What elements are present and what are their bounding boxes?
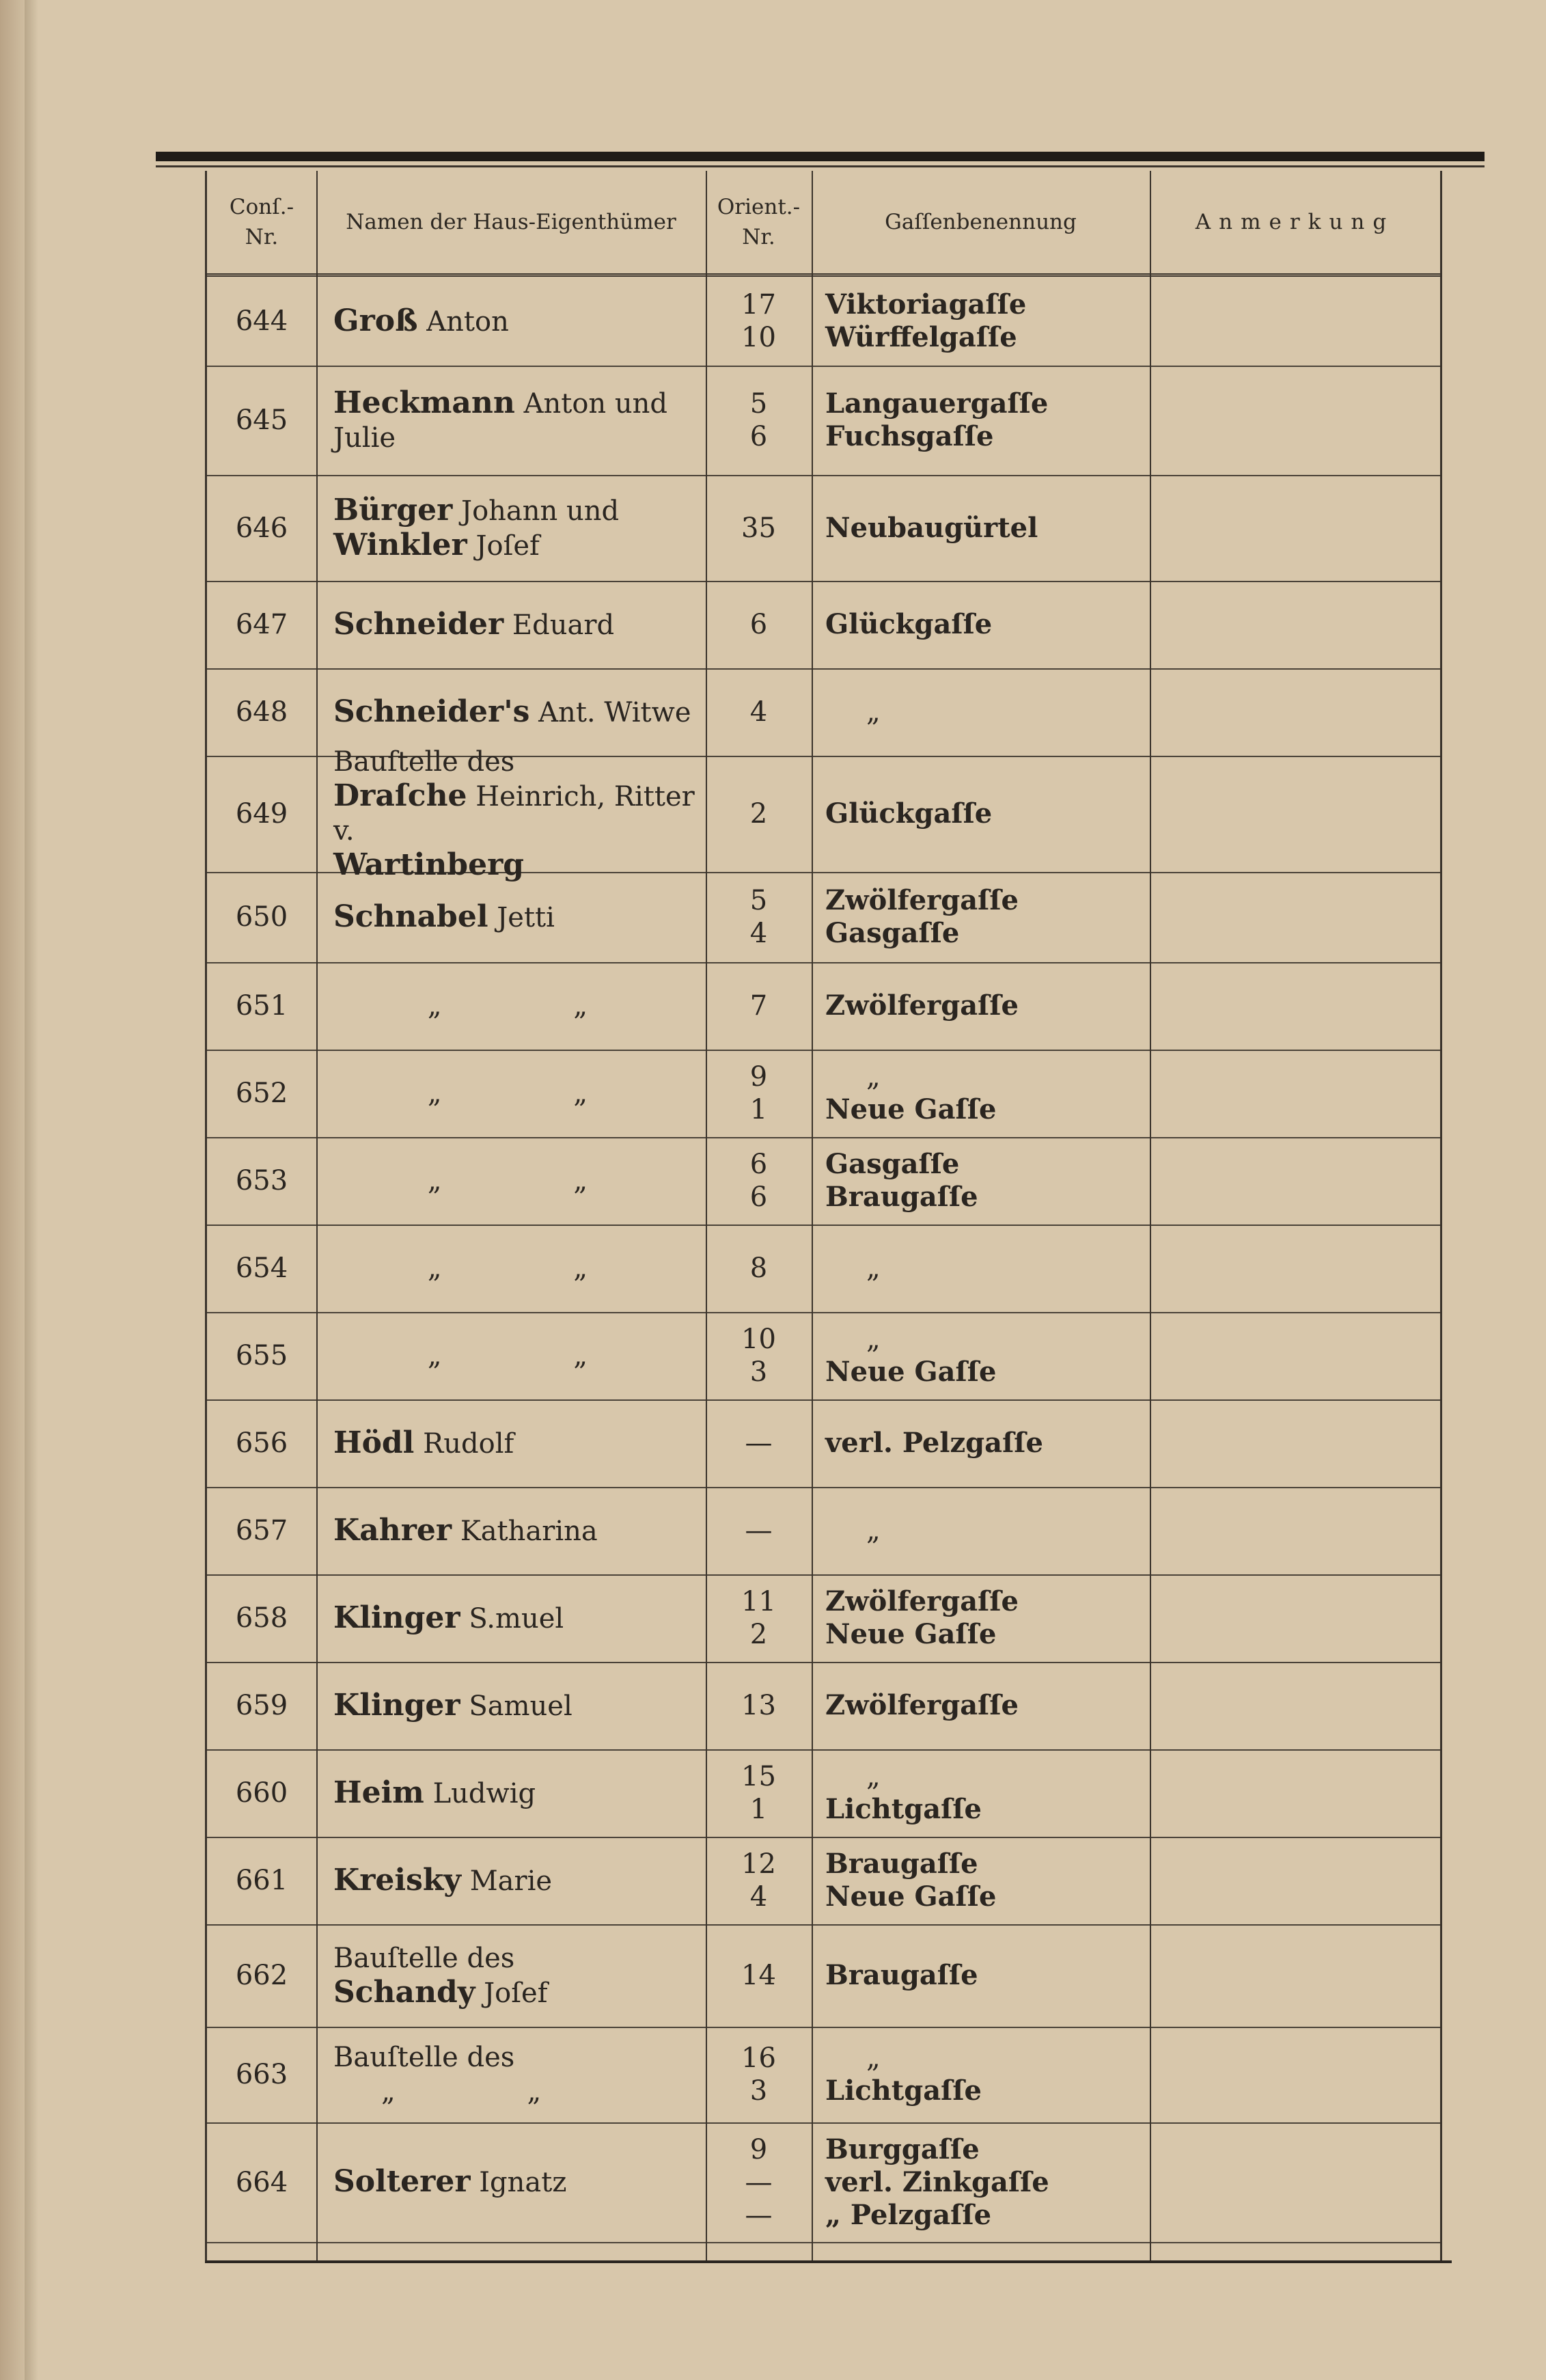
orientation-nr — [706, 1050, 812, 1137]
owner-surname: Heim — [333, 1775, 424, 1810]
owner-name — [333, 581, 695, 668]
conscription-nr: 654 — [235, 1253, 288, 1284]
column-divider — [1150, 171, 1151, 2260]
owner-name-line — [333, 1975, 548, 2010]
owner-given-name: Ignatz — [479, 2167, 567, 2198]
orientation-nr-value: 5 — [749, 885, 768, 916]
table-row — [207, 2027, 1440, 2124]
orientation-nr-value: 11 — [741, 1586, 776, 1617]
owner-given-name: Eduard — [512, 609, 615, 641]
conscription-nr: 659 — [235, 1690, 288, 1721]
street-name-value: „ — [866, 1324, 881, 1355]
conscription-nr: 650 — [235, 901, 288, 933]
street-name-value: „ — [866, 1061, 881, 1093]
owner-surname: Kreisky — [333, 1862, 461, 1898]
orientation-nr — [706, 1399, 812, 1487]
remark-cell — [1150, 1487, 1440, 1574]
table-row — [207, 1924, 1440, 2028]
conscription-nr: 658 — [235, 1602, 288, 1634]
owner-surname: Draſche — [333, 778, 467, 813]
orientation-nr-value: 10 — [741, 322, 776, 353]
header-owner-names — [316, 171, 706, 273]
conscription-nr: 649 — [235, 798, 288, 830]
street-name-value: „ Pelzgaſſe — [825, 2198, 992, 2231]
remark-cell — [1150, 668, 1440, 756]
street-name — [825, 1225, 1146, 1312]
orientation-nr-value: 2 — [749, 1619, 768, 1650]
owner-name — [333, 2027, 695, 2122]
owner-given-name: Heinrich, Ritter v. — [333, 781, 695, 847]
page-edge — [0, 0, 25, 2380]
orientation-nr — [706, 1312, 812, 1399]
conscription-nr: 662 — [235, 1960, 288, 1991]
owner-surname: Schneider's — [333, 694, 530, 729]
owner-given-name: Katharina — [460, 1515, 598, 1547]
orientation-nr-value: 3 — [749, 2075, 768, 2107]
street-name-value: Lichtgaſſe — [825, 1793, 982, 1825]
conscription-nr: 657 — [235, 1515, 288, 1546]
owner-surname: Klinger — [333, 1687, 460, 1723]
orientation-nr — [706, 1662, 812, 1749]
orientation-nr — [706, 668, 812, 756]
owner-given-name: Anton und — [523, 387, 668, 420]
table-row — [207, 1399, 1440, 1488]
owner-name-prefix: Bauſtelle des — [333, 1942, 515, 1974]
orientation-nr-value: 10 — [741, 1324, 776, 1355]
owner-name-line — [333, 1426, 514, 1461]
street-name-value: Braugaſſe — [825, 1181, 978, 1213]
remark-cell — [1150, 1050, 1440, 1137]
orientation-nr-value: 12 — [741, 1848, 776, 1880]
table-row — [207, 1312, 1440, 1401]
orientation-nr-value: 1 — [749, 1794, 768, 1825]
owner-given-name: Samuel — [469, 1690, 572, 1722]
orientation-nr — [706, 2027, 812, 2122]
conscription-nr: 644 — [235, 305, 288, 337]
street-name — [825, 1662, 1146, 1749]
owner-name-line — [333, 493, 619, 528]
street-name-value: Glückgaſſe — [825, 608, 993, 640]
header-orientation-nr — [706, 171, 812, 273]
owner-surname: Schneider — [333, 606, 504, 642]
table-row — [207, 1749, 1440, 1838]
street-name — [825, 1837, 1146, 1924]
street-name-value: Braugaſſe — [825, 1959, 978, 1991]
header-conscription-nr-label: Conſ.- Nr. — [229, 195, 294, 249]
orientation-nr-value: 35 — [741, 512, 776, 544]
owner-name-line-2 — [333, 528, 540, 563]
orientation-nr — [706, 1225, 812, 1312]
table-row — [207, 1837, 1440, 1926]
orientation-nr-value: — — [745, 1427, 773, 1459]
street-name-value: Langauergaſſe — [825, 387, 1049, 420]
owner-ditto-marks: „ „ — [427, 1078, 650, 1109]
owner-name — [333, 872, 695, 962]
orientation-nr — [706, 277, 812, 366]
orientation-nr-value: 4 — [749, 696, 768, 728]
owner-name-line — [333, 1601, 564, 1636]
table-row — [207, 1662, 1440, 1751]
table-row — [207, 1225, 1440, 1313]
conscription-nr: 648 — [235, 696, 288, 728]
header-remark — [1150, 171, 1440, 273]
conscription-nr: 663 — [235, 2059, 288, 2090]
owner-name — [333, 2122, 695, 2242]
owner-given-name: Ludwig — [432, 1777, 536, 1809]
remark-cell — [1150, 1662, 1440, 1749]
orientation-nr — [706, 1487, 812, 1574]
header-orientation-nr-label: Orient.- Nr. — [717, 195, 801, 249]
remark-cell — [1150, 1312, 1440, 1399]
table-row — [207, 366, 1440, 476]
orientation-nr — [706, 1137, 812, 1225]
owner-given-name: Ant. Witwe — [538, 696, 691, 728]
page-gutter-shadow — [25, 0, 38, 2380]
orientation-nr — [706, 581, 812, 668]
orientation-nr-value: 5 — [749, 388, 768, 420]
owner-name-line — [333, 1863, 552, 1898]
street-name-value: „ — [866, 1253, 881, 1284]
owner-name — [333, 1399, 695, 1487]
remark-cell — [1150, 366, 1440, 475]
owner-name — [333, 668, 695, 756]
street-name — [825, 277, 1146, 366]
street-name-value: „ — [866, 2042, 881, 2074]
orientation-nr — [706, 366, 812, 475]
table-row — [207, 2122, 1440, 2243]
owner-name-line — [333, 779, 695, 848]
table-row — [207, 581, 1440, 670]
table-row — [207, 668, 1440, 757]
conscription-nr: 645 — [235, 405, 288, 436]
street-name — [825, 1312, 1146, 1399]
owner-name-line — [333, 1688, 572, 1723]
owner-surname: Schnabel — [333, 899, 488, 934]
owner-given-name: Joſef — [484, 1977, 548, 2009]
remark-cell — [1150, 2122, 1440, 2242]
orientation-nr — [706, 2122, 812, 2242]
owner-surname: Hödl — [333, 1425, 415, 1460]
orientation-nr — [706, 1749, 812, 1837]
remark-cell — [1150, 756, 1440, 872]
orientation-nr-value: — — [745, 2166, 773, 2198]
street-name — [825, 1749, 1146, 1837]
orientation-nr — [706, 475, 812, 581]
remark-cell — [1150, 962, 1440, 1050]
street-name — [825, 1137, 1146, 1225]
owner-given-name-2: Joſef — [475, 530, 540, 562]
orientation-nr — [706, 962, 812, 1050]
street-name-value: Gasgaſſe — [825, 1148, 960, 1180]
street-name-value: Neue Gaſſe — [825, 1356, 997, 1388]
remark-cell — [1150, 2027, 1440, 2122]
conscription-nr: 660 — [235, 1777, 288, 1809]
orientation-nr-value: 1 — [749, 1094, 768, 1125]
owner-name-line — [333, 695, 691, 730]
orientation-nr-value: 6 — [749, 1181, 768, 1213]
header-remark-label: Anmerkung — [1195, 210, 1395, 234]
owner-surname: Heckmann — [333, 385, 515, 420]
remark-cell — [1150, 475, 1440, 581]
street-name-value: „ — [866, 1515, 881, 1546]
bottom-rule — [205, 2260, 1452, 2263]
conscription-nr: 664 — [235, 2166, 288, 2198]
conscription-nr: 655 — [235, 1340, 288, 1371]
orientation-nr-value: — — [745, 1515, 773, 1546]
column-divider — [812, 171, 813, 2260]
owner-surname: Solterer — [333, 2164, 471, 2199]
owner-name-line — [333, 607, 614, 642]
street-name-value: verl. Zinkgaſſe — [825, 2165, 1049, 2198]
street-name — [825, 1574, 1146, 1662]
table-row — [207, 1487, 1440, 1576]
table-row — [207, 872, 1440, 963]
orientation-nr-value: 6 — [749, 1149, 768, 1180]
orientation-nr-value: 16 — [741, 2042, 776, 2074]
street-name-value: Lichtgaſſe — [825, 2075, 982, 2107]
street-name-value: Zwölfergaſſe — [825, 884, 1019, 916]
owner-name-prefix: Bauſtelle des — [333, 2042, 515, 2073]
owner-surname: Bürger — [333, 492, 453, 528]
remark-cell — [1150, 1837, 1440, 1924]
orientation-nr — [706, 756, 812, 872]
owner-ditto-marks: „ „ — [427, 1165, 650, 1196]
orientation-nr — [706, 872, 812, 962]
owner-given-name-2: Julie — [333, 422, 396, 454]
orientation-nr — [706, 1837, 812, 1924]
conscription-nr: 652 — [235, 1078, 288, 1109]
top-rule-thin — [156, 165, 1485, 167]
street-name — [825, 1487, 1146, 1574]
conscription-nr: 646 — [235, 512, 288, 544]
owner-name-prefix: Bauſtelle des — [333, 746, 515, 778]
owner-ditto-marks: „ „ — [381, 2076, 603, 2107]
orientation-nr-value: 9 — [749, 1061, 768, 1093]
owner-name-line — [333, 304, 509, 339]
orientation-nr-value: 15 — [741, 1761, 776, 1792]
owner-surname: Klinger — [333, 1600, 460, 1635]
street-name — [825, 581, 1146, 668]
orientation-nr-value: 13 — [741, 1690, 776, 1721]
owner-name — [333, 1662, 695, 1749]
owner-ditto-marks: „ „ — [427, 990, 650, 1022]
table-row — [207, 475, 1440, 582]
top-rule — [156, 152, 1485, 161]
street-name-value: verl. Pelzgaſſe — [825, 1427, 1043, 1459]
conscription-nr: 656 — [235, 1427, 288, 1459]
remark-cell — [1150, 1749, 1440, 1837]
orientation-nr-value: 2 — [749, 798, 768, 830]
orientation-nr — [706, 1924, 812, 2027]
street-name-value: Viktoriagaſſe — [825, 288, 1027, 320]
street-name — [825, 756, 1146, 872]
street-name — [825, 2122, 1146, 2242]
street-name-value: Fuchsgaſſe — [825, 420, 994, 452]
owner-name — [333, 277, 695, 366]
table-row — [207, 1050, 1440, 1138]
owner-name-line-2 — [333, 421, 396, 455]
street-name-value: Würffelgaſſe — [825, 321, 1017, 353]
owner-name-line — [333, 2165, 566, 2200]
conscription-nr: 653 — [235, 1165, 288, 1196]
table-row — [207, 746, 1440, 882]
owner-name-line — [333, 1514, 598, 1548]
remark-cell — [1150, 1574, 1440, 1662]
owner-given-name: Johann und — [461, 495, 620, 527]
owner-surname-2: Winkler — [333, 527, 467, 562]
owner-surname: Groß — [333, 303, 418, 338]
street-name — [825, 2027, 1146, 2122]
table-row — [207, 962, 1440, 1051]
header-conscription-nr — [207, 171, 316, 273]
owner-name — [333, 1837, 695, 1924]
street-name-value: Neue Gaſſe — [825, 1880, 997, 1913]
street-name-value: „ — [866, 696, 881, 728]
street-name-value: Burggaſſe — [825, 2133, 980, 2165]
street-name — [825, 1050, 1146, 1137]
owner-name — [333, 1924, 695, 2027]
conscription-nr: 661 — [235, 1865, 288, 1896]
owner-name-line — [333, 386, 667, 421]
remark-cell — [1150, 1924, 1440, 2027]
owner-name — [333, 746, 695, 882]
orientation-nr — [706, 1574, 812, 1662]
owner-given-name: Marie — [469, 1865, 553, 1897]
property-register-table — [205, 171, 1442, 2260]
orientation-nr-value: 17 — [741, 289, 776, 320]
street-name-value: Zwölfergaſſe — [825, 989, 1019, 1022]
street-name-value: Neubaugürtel — [825, 511, 1038, 544]
orientation-nr-value: — — [745, 2199, 773, 2231]
street-name-value: „ — [866, 1761, 881, 1792]
table-row — [207, 1137, 1440, 1226]
table-row — [207, 277, 1440, 367]
owner-ditto-marks: „ „ — [427, 1340, 650, 1371]
owner-name-line — [333, 1776, 536, 1811]
owner-surname: Kahrer — [333, 1512, 452, 1548]
remark-cell — [1150, 872, 1440, 962]
conscription-nr: 651 — [235, 990, 288, 1022]
street-name — [825, 962, 1146, 1050]
orientation-nr-value: 8 — [749, 1253, 768, 1284]
orientation-nr-value: 3 — [749, 1356, 768, 1388]
remark-cell — [1150, 1399, 1440, 1487]
street-name-value: Gasgaſſe — [825, 917, 960, 949]
street-name — [825, 475, 1146, 581]
owner-name — [333, 366, 695, 475]
orientation-nr-value: 6 — [749, 421, 768, 452]
owner-name — [333, 1749, 695, 1837]
owner-ditto-marks: „ „ — [427, 1253, 650, 1284]
street-name-value: Zwölfergaſſe — [825, 1585, 1019, 1617]
header-street-name-label: Gaſſenbenennung — [885, 210, 1077, 234]
street-name — [825, 668, 1146, 756]
header-owner-names-label: Namen der Haus-Eigenthümer — [346, 210, 676, 234]
owner-name — [333, 475, 695, 581]
owner-given-name: Anton — [426, 305, 509, 338]
conscription-nr: 647 — [235, 609, 288, 640]
remark-cell — [1150, 581, 1440, 668]
remark-cell — [1150, 1225, 1440, 1312]
street-name — [825, 366, 1146, 475]
street-name — [825, 872, 1146, 962]
owner-surname: Schandy — [333, 1974, 475, 2010]
table-header — [207, 171, 1440, 277]
street-name — [825, 1399, 1146, 1487]
table-row — [207, 1574, 1440, 1663]
street-name-value: Glückgaſſe — [825, 797, 993, 830]
street-name — [825, 1924, 1146, 2027]
street-name-value: Zwölfergaſſe — [825, 1689, 1019, 1721]
column-divider — [706, 171, 707, 2260]
owner-name — [333, 1574, 695, 1662]
orientation-nr-value: 6 — [749, 609, 768, 640]
orientation-nr-value: 4 — [749, 1881, 768, 1913]
owner-given-name: Jetti — [497, 901, 555, 933]
remark-cell — [1150, 1137, 1440, 1225]
header-street-name — [812, 171, 1150, 273]
owner-given-name: Rudolf — [423, 1427, 514, 1460]
orientation-nr-value: 14 — [741, 1960, 776, 1991]
owner-given-name: S.muel — [469, 1602, 564, 1634]
remark-cell — [1150, 277, 1440, 366]
orientation-nr-value: 4 — [749, 918, 768, 949]
street-name-value: Neue Gaſſe — [825, 1093, 997, 1125]
owner-name — [333, 1487, 695, 1574]
orientation-nr-value: 7 — [749, 990, 768, 1022]
orientation-nr-value: 9 — [749, 2133, 768, 2165]
owner-name-line — [333, 900, 555, 935]
owner-surname-2: Wartinberg — [333, 847, 525, 882]
street-name-value: Neue Gaſſe — [825, 1618, 997, 1650]
column-divider — [316, 171, 318, 2260]
street-name-value: Braugaſſe — [825, 1848, 978, 1880]
